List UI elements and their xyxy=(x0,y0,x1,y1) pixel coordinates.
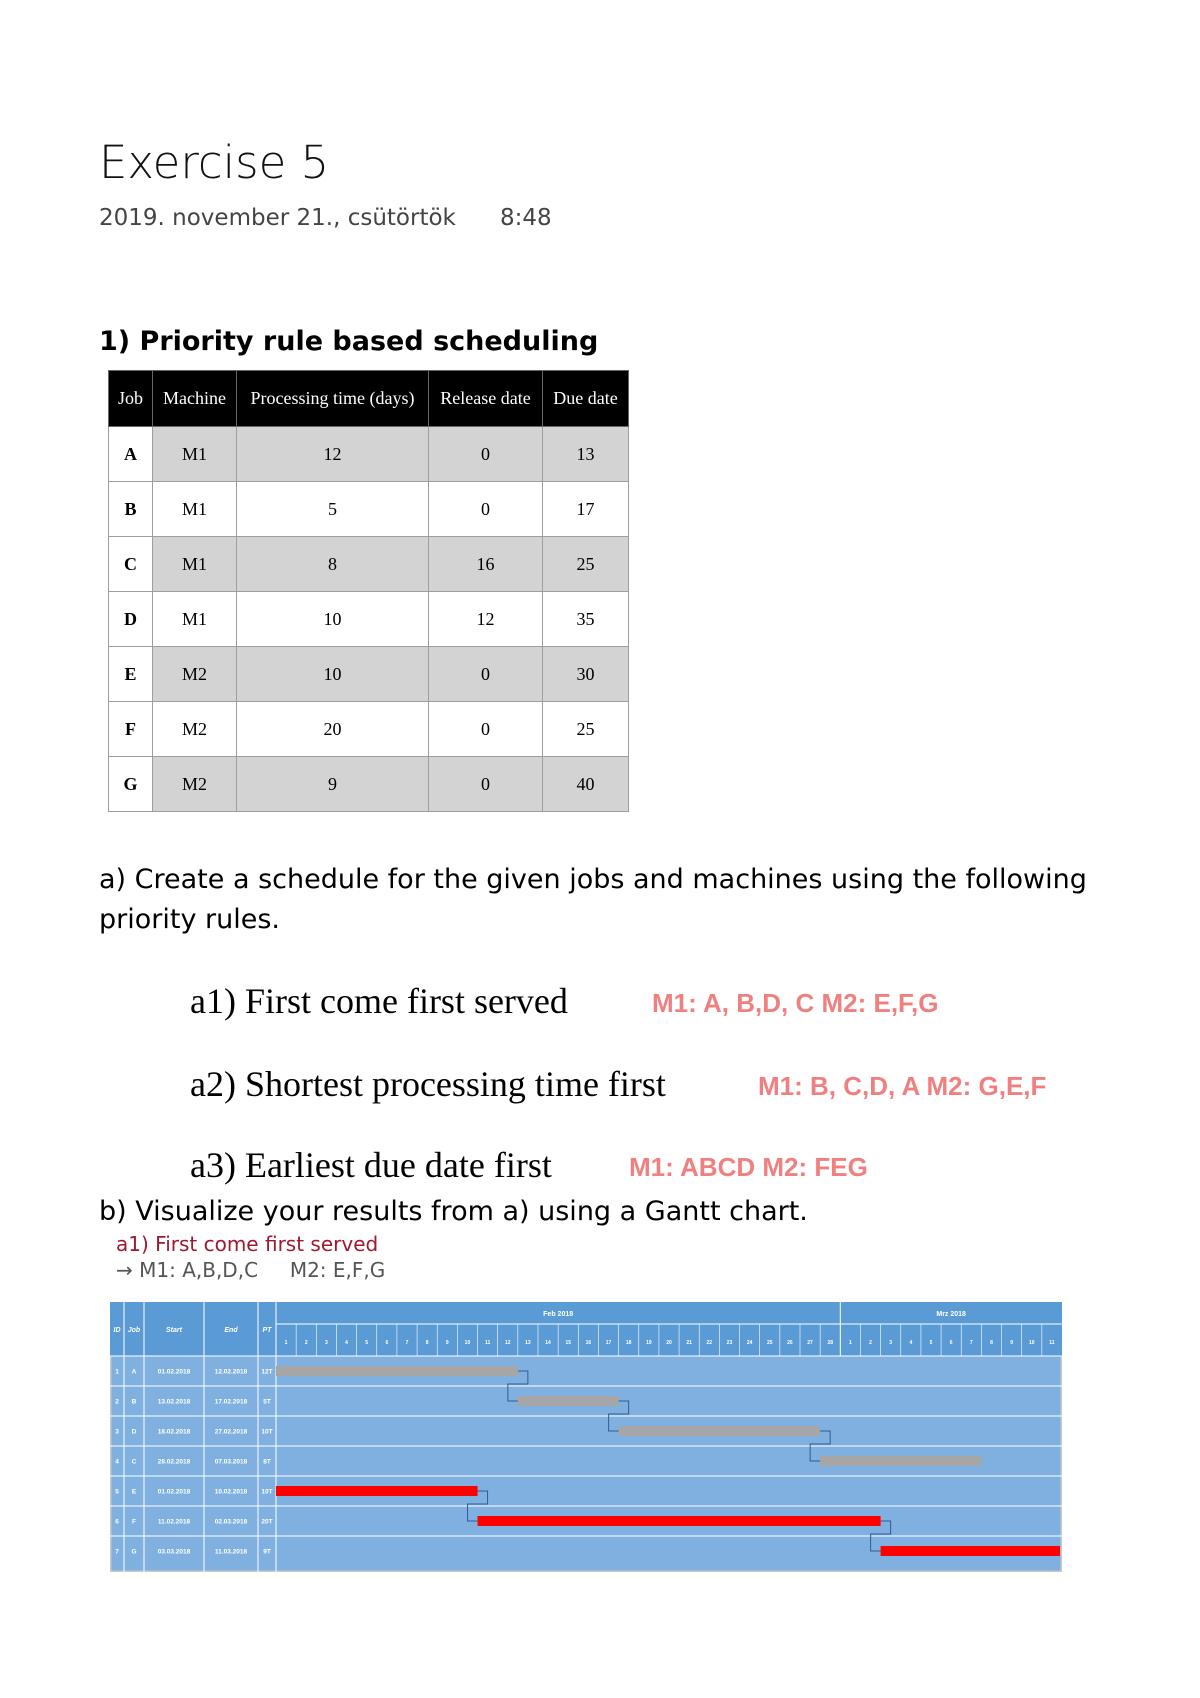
table-cell: M1 xyxy=(153,427,237,482)
gantt-cell: 03.03.2018 xyxy=(157,1548,191,1556)
table-cell: D xyxy=(109,592,153,647)
table-cell: C xyxy=(109,537,153,592)
table-cell: 0 xyxy=(429,757,543,812)
gantt-day-label: 8 xyxy=(990,1340,993,1346)
gantt-day-label: 7 xyxy=(405,1340,409,1346)
table-cell: B xyxy=(109,482,153,537)
table-cell: 5 xyxy=(237,482,429,537)
col-header-job: Job xyxy=(109,371,153,427)
gantt-cell: 9T xyxy=(263,1548,271,1556)
gantt-cell: F xyxy=(132,1518,136,1526)
gantt-cell: 5 xyxy=(115,1488,119,1496)
gantt-cell: 20T xyxy=(261,1518,273,1526)
gantt-day-label: 5 xyxy=(365,1340,369,1346)
table-row xyxy=(109,482,629,537)
gantt-day-label: 27 xyxy=(807,1340,813,1346)
gantt-cell: 8T xyxy=(263,1458,271,1466)
gantt-col-header: ID xyxy=(113,1327,121,1334)
col-header-due-date: Due date xyxy=(543,371,629,427)
gantt-day-label: 26 xyxy=(787,1340,793,1346)
table-row xyxy=(109,647,629,702)
gantt-day-label: 24 xyxy=(746,1340,753,1346)
table-cell: 17 xyxy=(543,482,629,537)
gantt-day-label: 9 xyxy=(445,1340,449,1346)
gantt-day-label: 3 xyxy=(889,1340,893,1346)
col-header-processing-time: Processing time (days) xyxy=(237,371,429,427)
gantt-cell: 27.02.2018 xyxy=(214,1428,248,1436)
gantt-cell: 28.02.2018 xyxy=(157,1458,191,1466)
table-cell: 9 xyxy=(237,757,429,812)
gantt-cell: B xyxy=(131,1398,137,1406)
gantt-day-label: 17 xyxy=(605,1340,612,1346)
gantt-day-label: 10 xyxy=(1028,1340,1035,1346)
table-cell: 25 xyxy=(543,537,629,592)
task-a-line-2: priority rules. xyxy=(99,904,280,935)
gantt-cell: 02.03.2018 xyxy=(214,1518,248,1526)
gantt-cell: 10T xyxy=(261,1488,273,1496)
table-cell: 35 xyxy=(543,592,629,647)
gantt-day-label: 6 xyxy=(385,1340,389,1346)
rule-a3-label: a3) Earliest due date first xyxy=(190,1145,552,1185)
gantt-cell: E xyxy=(131,1488,137,1496)
gantt-cell: 11.03.2018 xyxy=(214,1548,248,1556)
task-a-line-1: a) Create a schedule for the given jobs and machines using the following xyxy=(99,864,1087,895)
gantt-chart xyxy=(110,1302,1062,1572)
col-header-release-date: Release date xyxy=(429,371,543,427)
gantt-subtitle: a1) First come first served xyxy=(116,1232,379,1256)
gantt-bar xyxy=(820,1456,981,1466)
gantt-cell: 01.02.2018 xyxy=(157,1488,191,1496)
gantt-header-band xyxy=(110,1302,1062,1356)
gantt-sequence: → M1: A,B,D,C M2: E,F,G xyxy=(116,1258,386,1282)
table-cell: 0 xyxy=(429,482,543,537)
gantt-cell: 2 xyxy=(115,1398,119,1406)
gantt-cell: 10.02.2018 xyxy=(214,1488,248,1496)
gantt-cell: 4 xyxy=(115,1458,119,1466)
gantt-cell: 13.02.2018 xyxy=(157,1398,191,1406)
gantt-day-label: 2 xyxy=(869,1340,872,1346)
rule-a2-label: a2) Shortest processing time first xyxy=(190,1064,666,1104)
gantt-cell: 07.03.2018 xyxy=(214,1458,248,1466)
gantt-col-header: End xyxy=(224,1327,238,1334)
table-cell: 30 xyxy=(543,647,629,702)
gantt-day-label: 11 xyxy=(484,1340,491,1346)
gantt-col-header: Start xyxy=(166,1327,182,1334)
table-cell: 13 xyxy=(543,427,629,482)
gantt-day-label: 22 xyxy=(706,1340,713,1346)
task-b-text: b) Visualize your results from a) using a Gantt chart. xyxy=(99,1196,808,1227)
gantt-cell: C xyxy=(131,1458,137,1466)
gantt-month-label: Mrz 2018 xyxy=(936,1311,966,1318)
gantt-cell: 01.02.2018 xyxy=(157,1368,191,1376)
gantt-day-label: 4 xyxy=(345,1340,348,1346)
gantt-bar xyxy=(619,1426,821,1436)
table-row xyxy=(109,757,629,812)
rule-a1-answer: M1: A, B,D, C M2: E,F,G xyxy=(652,988,939,1018)
table-cell: G xyxy=(109,757,153,812)
table-cell: 20 xyxy=(237,702,429,757)
table-cell: 0 xyxy=(429,647,543,702)
gantt-cell: G xyxy=(131,1548,137,1556)
gantt-day-label: 3 xyxy=(324,1340,328,1346)
gantt-bar xyxy=(276,1366,518,1376)
page-title: Exercise 5 xyxy=(99,136,330,189)
gantt-day-label: 12 xyxy=(504,1340,511,1346)
gantt-cell: 10T xyxy=(261,1428,273,1436)
gantt-col-header: Job xyxy=(127,1327,141,1334)
gantt-bar xyxy=(518,1396,619,1406)
table-cell: M2 xyxy=(153,757,237,812)
table-row xyxy=(109,702,629,757)
gantt-cell: 11.02.2018 xyxy=(157,1518,191,1526)
table-cell: M1 xyxy=(153,537,237,592)
gantt-day-label: 1 xyxy=(848,1340,852,1346)
gantt-cell: 5T xyxy=(263,1398,271,1406)
gantt-day-label: 8 xyxy=(425,1340,429,1346)
table-cell: 12 xyxy=(429,592,543,647)
table-cell: F xyxy=(109,702,153,757)
gantt-month-label: Feb 2018 xyxy=(543,1311,574,1318)
gantt-day-label: 1 xyxy=(284,1340,288,1346)
table-cell: 8 xyxy=(237,537,429,592)
table-cell: 10 xyxy=(237,647,429,702)
gantt-day-label: 14 xyxy=(545,1340,551,1346)
page-date: 2019. november 21., csütörtök xyxy=(99,205,456,231)
table-cell: M2 xyxy=(153,647,237,702)
gantt-day-label: 28 xyxy=(827,1340,834,1346)
gantt-day-label: 4 xyxy=(909,1340,913,1346)
gantt-day-label: 20 xyxy=(666,1340,672,1346)
table-row xyxy=(109,537,629,592)
table-cell: 10 xyxy=(237,592,429,647)
gantt-cell: 12T xyxy=(261,1368,273,1376)
gantt-cell: 18.02.2018 xyxy=(157,1428,191,1436)
table-cell: 40 xyxy=(543,757,629,812)
gantt-cell: 7 xyxy=(115,1548,119,1556)
table-cell: M2 xyxy=(153,702,237,757)
gantt-day-label: 2 xyxy=(304,1340,308,1346)
gantt-day-label: 7 xyxy=(969,1340,973,1346)
rule-a1-label: a1) First come first served xyxy=(190,981,568,1021)
gantt-day-label: 25 xyxy=(766,1340,773,1346)
gantt-day-label: 19 xyxy=(646,1340,652,1346)
task-a-text xyxy=(99,860,1099,940)
table-row xyxy=(109,427,629,482)
gantt-cell: 1 xyxy=(115,1368,119,1376)
gantt-bar xyxy=(276,1486,478,1496)
job-table xyxy=(108,370,629,812)
gantt-day-label: 11 xyxy=(1049,1340,1055,1346)
gantt-day-label: 15 xyxy=(565,1340,572,1346)
gantt-day-label: 18 xyxy=(625,1340,632,1346)
gantt-cell: 17.02.2018 xyxy=(214,1398,248,1406)
gantt-cell: 12.02.2018 xyxy=(214,1368,248,1376)
table-cell: E xyxy=(109,647,153,702)
gantt-cell: 3 xyxy=(115,1428,119,1436)
table-row xyxy=(109,592,629,647)
table-cell: 25 xyxy=(543,702,629,757)
table-cell: 16 xyxy=(429,537,543,592)
gantt-cell: A xyxy=(131,1368,137,1376)
gantt-cell: 6 xyxy=(115,1518,119,1526)
rule-a3-answer: M1: ABCD M2: FEG xyxy=(629,1152,868,1182)
gantt-day-label: 10 xyxy=(464,1340,471,1346)
page-time: 8:48 xyxy=(500,205,552,231)
gantt-day-label: 9 xyxy=(1010,1340,1014,1346)
table-cell: M1 xyxy=(153,482,237,537)
job-table-header-row xyxy=(109,371,629,427)
section-heading: 1) Priority rule based scheduling xyxy=(99,326,599,357)
table-cell: 12 xyxy=(237,427,429,482)
table-cell: A xyxy=(109,427,153,482)
rule-a2-answer: M1: B, C,D, A M2: G,E,F xyxy=(758,1071,1047,1101)
gantt-bar xyxy=(881,1546,1060,1556)
gantt-day-label: 21 xyxy=(686,1340,692,1346)
gantt-day-label: 5 xyxy=(929,1340,933,1346)
gantt-day-label: 23 xyxy=(726,1340,733,1346)
gantt-bar xyxy=(478,1516,881,1526)
gantt-day-label: 16 xyxy=(585,1340,592,1346)
table-cell: M1 xyxy=(153,592,237,647)
table-cell: 0 xyxy=(429,427,543,482)
gantt-col-header: PT xyxy=(262,1327,272,1334)
gantt-cell: D xyxy=(131,1428,137,1436)
gantt-day-label: 6 xyxy=(949,1340,953,1346)
gantt-day-label: 13 xyxy=(525,1340,531,1346)
table-cell: 0 xyxy=(429,702,543,757)
col-header-machine: Machine xyxy=(153,371,237,427)
